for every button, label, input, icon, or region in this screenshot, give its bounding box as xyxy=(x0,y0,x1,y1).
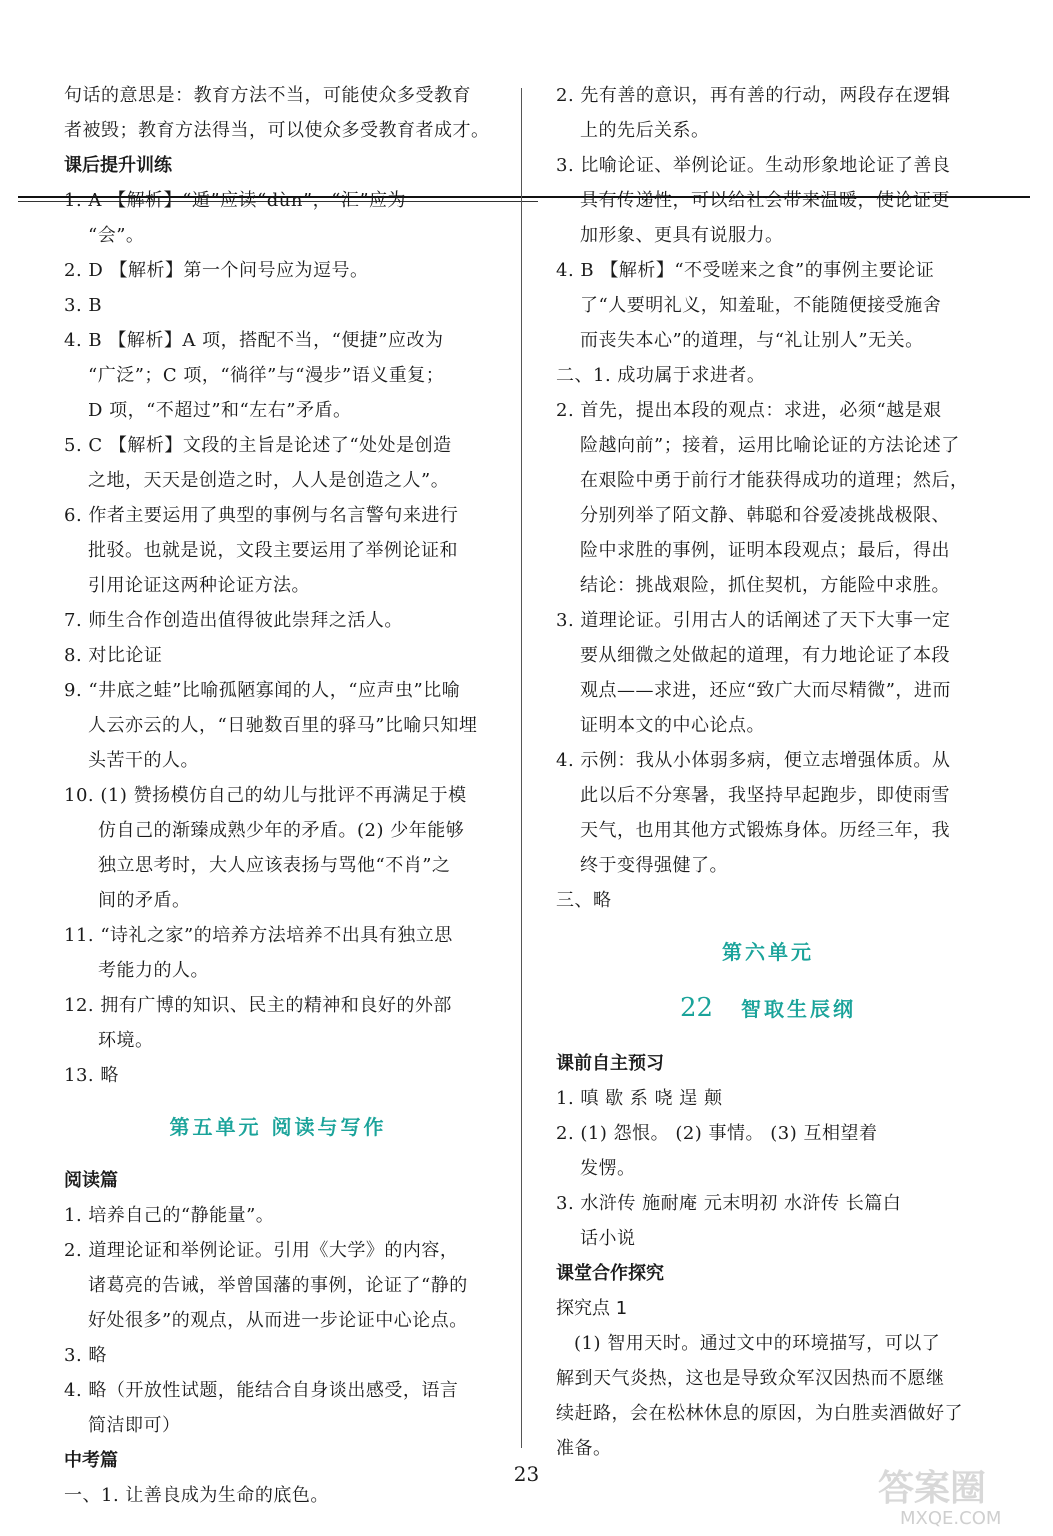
right-column xyxy=(556,78,980,1466)
unit-title: 第六单元 xyxy=(722,940,814,964)
section-heading: 课前自主预习 xyxy=(556,1053,664,1074)
text-line: 证明本文的中心论点。 xyxy=(580,715,765,736)
text-line: 观点——求进，还应“致广大而尽精微”，进而 xyxy=(580,680,951,701)
text-line: 诸葛亮的告诫，举曾国藩的事例，论证了“静的 xyxy=(88,1275,468,1296)
text-line: 分别列举了陌文静、韩聪和谷爱凌挑战极限、 xyxy=(580,505,950,526)
text-line: 独立思考时，大人应该表扬与骂他“不肖”之 xyxy=(98,855,451,876)
text-line: 2. (1) 怨恨。 (2) 事情。 (3) 互相望着 xyxy=(556,1123,878,1144)
text-line: 加形象、更具有说服力。 xyxy=(580,225,784,246)
text-line: 具有传递性，可以给社会带来温暖，使论证更 xyxy=(580,190,950,211)
text-line: 2. D 【解析】第一个问号应为逗号。 xyxy=(64,260,369,281)
text-line: 环境。 xyxy=(98,1030,154,1051)
svg-text:MXQE.COM: MXQE.COM xyxy=(900,1508,1002,1529)
text-line: 结论：挑战艰险，抓住契机，方能险中求胜。 xyxy=(580,575,950,596)
lesson-name: 智取生辰纲 xyxy=(741,997,857,1021)
section-heading: 课后提升训练 xyxy=(64,155,172,176)
column-divider xyxy=(521,88,522,1448)
watermark-logo xyxy=(860,1460,1040,1530)
text-line: 批驳。也就是说，文段主要运用了举例论证和 xyxy=(88,540,458,561)
unit-title: 第五单元 阅读与写作 xyxy=(169,1115,387,1139)
lesson-number: 22 xyxy=(679,993,714,1023)
text-line: 引用论证这两种论证方法。 xyxy=(88,575,310,596)
text-line: 3. 略 xyxy=(64,1345,107,1366)
text-line: 险越向前”；接着，运用比喻论证的方法论述了 xyxy=(580,435,960,456)
section-heading: 阅读篇 xyxy=(64,1170,118,1191)
text-line: 要从细微之处做起的道理，有力地论证了本段 xyxy=(580,645,950,666)
text-line: 4. 略（开放性试题，能结合自身谈出感受，语言 xyxy=(64,1380,459,1401)
text-line: 13. 略 xyxy=(64,1065,119,1086)
text-line: “广泛”；C 项，“徜徉”与“漫步”语义重复； xyxy=(88,365,445,386)
text-line: 8. 对比论证 xyxy=(64,645,163,666)
section-heading: 探究点 1 xyxy=(556,1298,628,1319)
text-line: 12. 拥有广博的知识、民主的精神和良好的外部 xyxy=(64,995,452,1016)
text-line: D 项，“不超过”和“左右”矛盾。 xyxy=(88,400,352,421)
text-line: 间的矛盾。 xyxy=(98,890,191,911)
text-line: 1. A 【解析】“遁”应读“dùn”，“汇”应为 xyxy=(64,190,407,211)
section-heading: 中考篇 xyxy=(64,1450,118,1471)
text-line: 终于变得强健了。 xyxy=(580,855,728,876)
text-line: 1. 嗔 歇 系 哓 逞 颠 xyxy=(556,1088,723,1109)
text-line: 3. B xyxy=(64,295,103,316)
text-line: 者被毁；教育方法得当，可以使众多受教育者成才。 xyxy=(64,120,490,141)
text-line: 三、略 xyxy=(556,890,612,911)
text-line: 3. 水浒传 施耐庵 元末明初 水浒传 长篇白 xyxy=(556,1193,902,1214)
text-line: 9. “井底之蛙”比喻孤陋寡闻的人，“应声虫”比喻 xyxy=(64,680,461,701)
text-line: 一、1. 让善良成为生命的底色。 xyxy=(64,1485,329,1506)
left-column xyxy=(64,78,492,1513)
text-line: “会”。 xyxy=(88,225,145,246)
text-line: 2. 首先，提出本段的观点：求进，必须“越是艰 xyxy=(556,400,942,421)
text-line: 2. 先有善的意识，再有善的行动，两段存在逻辑 xyxy=(556,85,951,106)
text-line: 6. 作者主要运用了典型的事例与名言警句来进行 xyxy=(64,505,459,526)
text-line: 仿自己的渐臻成熟少年的矛盾。(2) 少年能够 xyxy=(98,820,465,841)
text-line: 续赶路，会在松林休息的原因，为白胜卖酒做好了 xyxy=(556,1403,963,1424)
text-line: 5. C 【解析】文段的主旨是论述了“处处是创造 xyxy=(64,435,452,456)
text-line: 4. B 【解析】A 项，搭配不当，“便捷”应改为 xyxy=(64,330,444,351)
text-line: 4. B 【解析】“不受嗟来之食”的事例主要论证 xyxy=(556,260,935,281)
text-line: 天气，也用其他方式锻炼身体。历经三年，我 xyxy=(580,820,950,841)
text-line: 准备。 xyxy=(556,1438,612,1459)
text-line: 4. 示例：我从小体弱多病，便立志增强体质。从 xyxy=(556,750,951,771)
svg-text:答案圈: 答案圈 xyxy=(878,1468,987,1509)
text-line: 简洁即可） xyxy=(88,1415,181,1436)
text-line: 在艰险中勇于前行才能获得成功的道理；然后， xyxy=(580,470,969,491)
text-line: 上的先后关系。 xyxy=(580,120,710,141)
text-line: 人云亦云的人，“日驰数百里的驿马”比喻只知埋 xyxy=(88,715,478,736)
text-line: 1. 培养自己的“静能量”。 xyxy=(64,1205,275,1226)
text-line: 了“人要明礼义，知羞耻，不能随便接受施舍 xyxy=(580,295,942,316)
text-line: 此以后不分寒暑，我坚持早起跑步，即使雨雪 xyxy=(580,785,950,806)
text-line: 3. 比喻论证、举例论证。生动形象地论证了善良 xyxy=(556,155,951,176)
text-line: 好处很多”的观点，从而进一步论证中心论点。 xyxy=(88,1310,468,1331)
lesson-title xyxy=(556,988,980,1046)
text-line: 10. (1) 赞扬模仿自己的幼儿与批评不再满足于模 xyxy=(64,785,467,806)
text-line: 考能力的人。 xyxy=(98,960,209,981)
text-line: 话小说 xyxy=(580,1228,636,1249)
section-heading: 课堂合作探究 xyxy=(556,1263,664,1284)
text-line: 头苦干的人。 xyxy=(88,750,199,771)
page-number: 23 xyxy=(513,1462,540,1486)
text-line: 句话的意思是：教育方法不当，可能使众多受教育 xyxy=(64,85,471,106)
text-line: 7. 师生合作创造出值得彼此崇拜之活人。 xyxy=(64,610,403,631)
text-line: 3. 道理论证。引用古人的话阐述了天下大事一定 xyxy=(556,610,951,631)
text-line: 险中求胜的事例，证明本段观点；最后，得出 xyxy=(580,540,950,561)
text-line: (1) 智用天时。通过文中的环境描写，可以了 xyxy=(574,1333,941,1354)
text-line: 2. 道理论证和举例论证。引用《大学》的内容， xyxy=(64,1240,459,1261)
text-line: 二、1. 成功属于求进者。 xyxy=(556,365,766,386)
text-line: 解到天气炎热，这也是导致众军汉因热而不愿继 xyxy=(556,1368,945,1389)
text-line: 之地，天天是创造之时，人人是创造之人”。 xyxy=(88,470,450,491)
text-line: 发愣。 xyxy=(580,1158,636,1179)
text-line: 11. “诗礼之家”的培养方法培养不出具有独立思 xyxy=(64,925,453,946)
text-line: 而丧失本心”的道理，与“礼让别人”无关。 xyxy=(580,330,924,351)
